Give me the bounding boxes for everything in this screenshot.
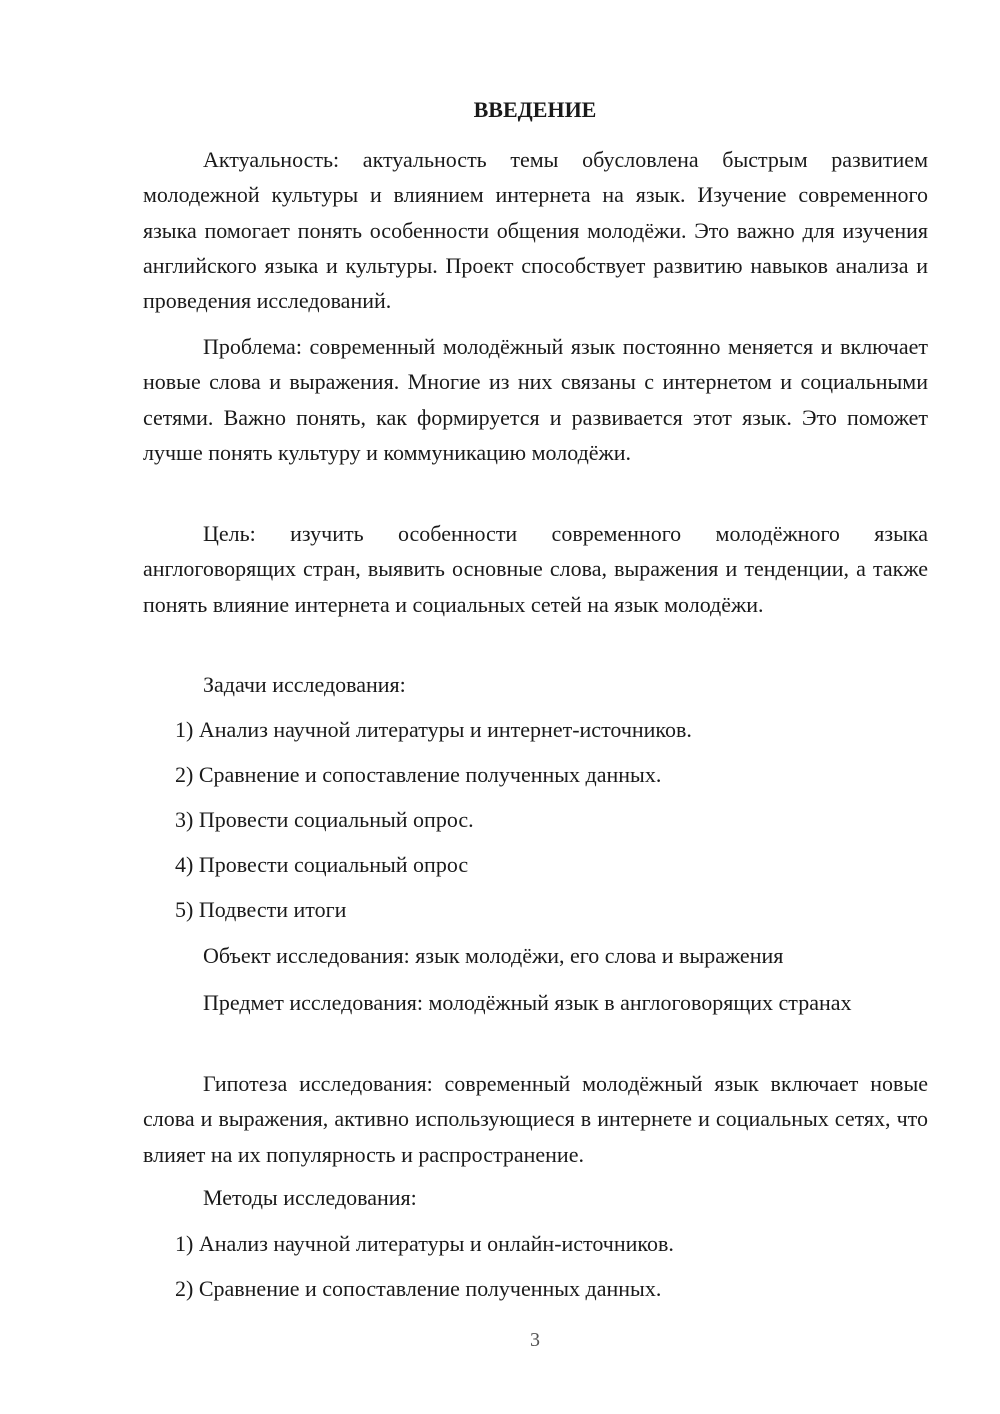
object-line: Объект исследования: язык молодёжи, его слова и выражения (203, 943, 784, 968)
page-title: ВВЕДЕНИЕ (473, 97, 597, 122)
task-item: 1) Анализ научной литературы и интернет-источников. (175, 717, 692, 742)
method-item: 2) Сравнение и сопоставление полученных данных. (175, 1276, 662, 1301)
subject-paragraph: Предмет исследования: молодёжный язык в англоговорящих странах (203, 990, 852, 1015)
page-number: 3 (530, 1329, 540, 1351)
task-item: 2) Сравнение и сопоставление полученных данных. (175, 762, 662, 787)
task-item: 5) Подвести итоги (175, 897, 347, 922)
relevance-paragraph: Актуальность: актуальность темы обусловлена быстрым развитием молодежной культуры и влиянием интернета на язык. Изучение современного языка помогает понять особенности общения молодёжи. Это важно для изучения английского языка и культуры. Проект способствует развитию навыков анализа и проведения исследований. (143, 147, 928, 314)
task-item: 3) Провести социальный опрос. (175, 807, 474, 832)
methods-title: Методы исследования: (203, 1185, 417, 1210)
hypothesis-paragraph: Гипотеза исследования: современный молодёжный язык включает новые слова и выражения, активно использующиеся в интернете и социальных сетях, что влияет на их популярность и распространение. (143, 1071, 928, 1167)
method-item: 1) Анализ научной литературы и онлайн-источников. (175, 1231, 674, 1256)
tasks-title: Задачи исследования: (203, 672, 406, 697)
goal-paragraph: Цель: изучить особенности современного молодёжного языка англоговорящих стран, выявить основные слова, выражения и тенденции, а также понять влияние интернета и социальных сетей на язык молодёжи. (143, 521, 928, 617)
task-item: 4) Провести социальный опрос (175, 852, 469, 877)
problem-paragraph: Проблема: современный молодёжный язык постоянно меняется и включает новые слова и выражения. Многие из них связаны с интернетом и социальными сетями. Важно понять, как формируется и развивается этот язык. Это поможет лучше понять культуру и коммуникацию молодёжи. (143, 334, 928, 465)
